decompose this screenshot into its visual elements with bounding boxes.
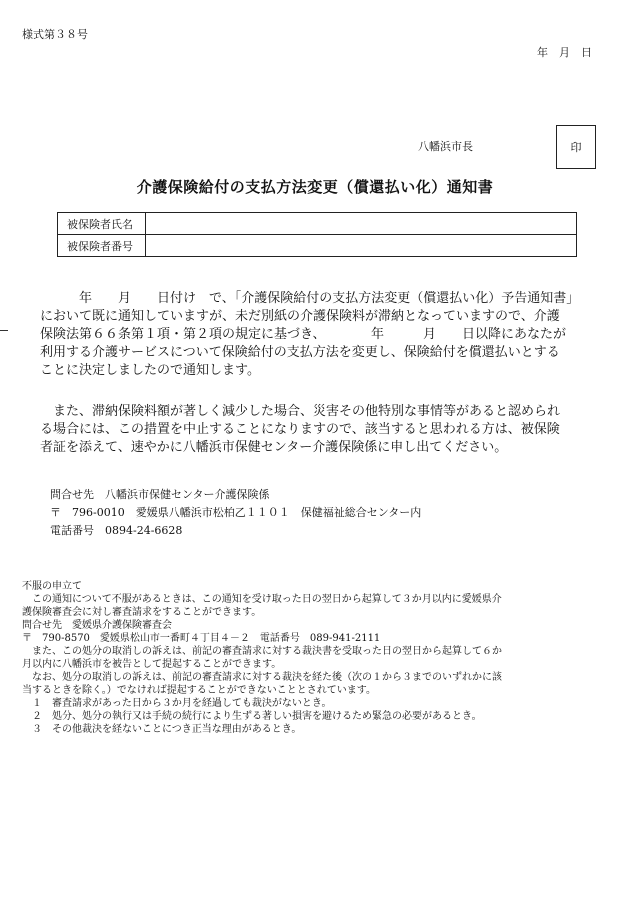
objection-line: また、この処分の取消しの訴えは、前記の審査請求に対する裁決書を受取った日の翌日から起算して６か	[22, 646, 502, 657]
objection-line: 当するときを除く。）でなければ提起することができないこととされています。	[22, 685, 376, 696]
paragraph-line: る場合には、この措置を中止することになりますので、該当すると思われる方は、被保険	[40, 422, 560, 437]
paragraph-line: において既に通知していますが、未だ別紙の介護保険料が滞納となっていますので、介護	[40, 309, 560, 324]
paragraph-line: 利用する介護サービスについて保険給付の支払方法を変更し、保険給付を償還払いとする	[40, 345, 560, 360]
seal-label: 印	[570, 141, 582, 154]
contact-address: 〒 796-0010 愛媛県八幡浜市松柏乙１１０１ 保健福祉総合センター内	[50, 506, 422, 519]
insured-number-label: 被保険者番号	[58, 235, 146, 257]
objection-line: ３ その他裁決を経ないことにつき正当な理由があるとき。	[22, 724, 302, 735]
objection-line: 〒 790-8570 愛媛県松山市一番町４丁目４－２ 電話番号 089-941-2111	[22, 633, 381, 644]
objection-line: 月以内に八幡浜市を被告として提起することができます。	[22, 659, 282, 670]
objection-line: 問合せ先 愛媛県介護保険審査会	[22, 620, 172, 631]
margin-mark	[0, 330, 8, 331]
insured-number-value	[146, 235, 577, 257]
objection-line: 護保険審査会に対し審査請求をすることができます。	[22, 607, 262, 618]
objection-line: １ 審査請求があった日から３か月を経過しても裁決がないとき。	[22, 698, 332, 709]
contact-phone: 電話番号 0894-24-6628	[50, 524, 183, 537]
suspension-paragraph	[40, 403, 600, 457]
objection-line: ２ 処分、処分の執行又は手続の続行により生ずる著しい損害を避けるため緊急の必要があるとき。	[22, 711, 482, 722]
paragraph-line: 保険法第６６条第１項・第２項の規定に基づき、 年 月 日以降にあなたが	[40, 327, 566, 342]
document-title: 介護保険給付の支払方法変更（償還払い化）通知書	[136, 178, 494, 196]
table-row	[58, 213, 577, 235]
paragraph-line: 者証を添えて、速やかに八幡浜市保健センター介護保険係に申し出てください。	[40, 440, 508, 455]
objection-heading: 不服の申立て	[22, 581, 82, 592]
form-number: 様式第３８号	[22, 28, 88, 41]
paragraph-line: ことに決定しましたので通知します。	[40, 363, 260, 378]
seal-box	[556, 125, 596, 169]
paragraph-line: また、滞納保険料額が著しく減少した場合、災害その他特別な事情等があると認められ	[40, 404, 561, 419]
objection-section	[22, 580, 592, 736]
notice-paragraph	[40, 290, 600, 380]
insured-name-value	[146, 213, 577, 235]
contact-office: 問合せ先 八幡浜市保健センター介護保険係	[50, 488, 270, 501]
insured-name-label: 被保険者氏名	[58, 213, 146, 235]
contact-block	[50, 486, 421, 540]
insured-info-table	[57, 212, 577, 257]
issuer-name: 八幡浜市長	[418, 140, 473, 153]
objection-line: なお、処分の取消しの訴えは、前記の審査請求に対する裁決を経た後（次の１から３までのいずれかに該	[22, 672, 502, 683]
objection-line: この通知について不服があるときは、この通知を受け取った日の翌日から起算して３か月以内に愛媛県介	[22, 594, 502, 605]
table-row	[58, 235, 577, 257]
paragraph-line: 年 月 日付け で、「介護保険給付の支払方法変更（償還払い化）予告通知書」	[40, 291, 580, 306]
issue-date: 年 月 日	[537, 46, 592, 59]
